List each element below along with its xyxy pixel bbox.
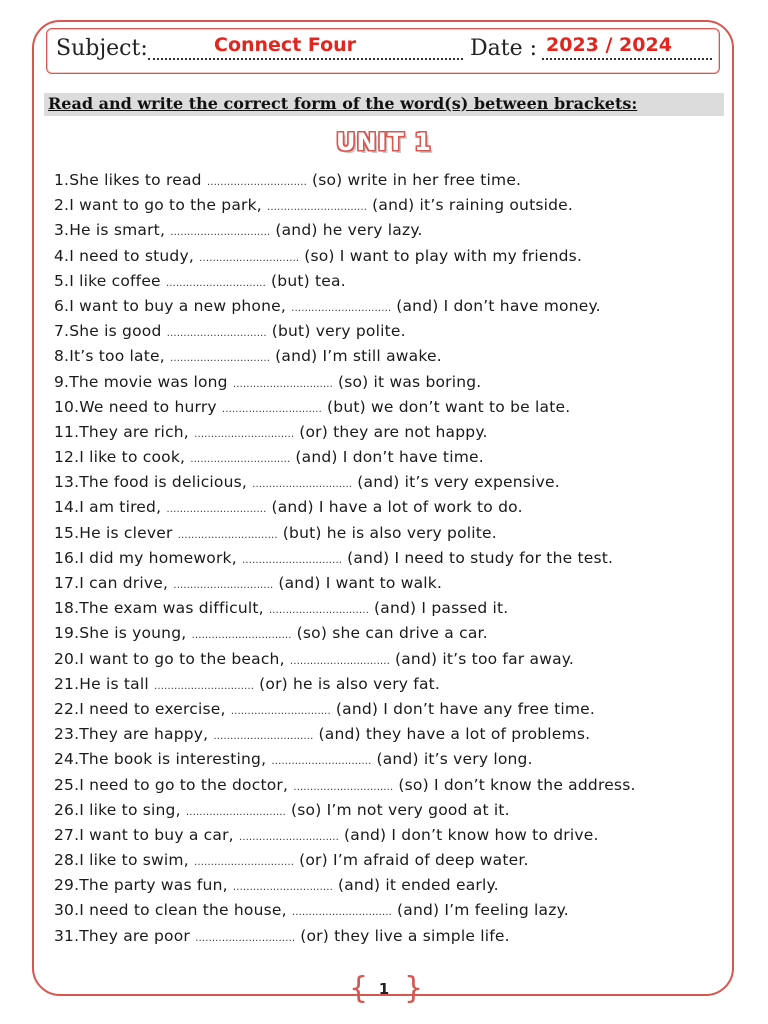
question-text-before: I need to clean the house, xyxy=(79,901,292,920)
question-item xyxy=(54,571,636,596)
right-brace-icon: } xyxy=(404,971,424,1006)
question-number: 30. xyxy=(54,901,80,920)
question-text-before: We need to hurry xyxy=(79,397,222,416)
question-number: 7. xyxy=(54,322,70,341)
question-text-before: The exam was difficult, xyxy=(79,599,269,618)
answer-blank[interactable]: ………………………… xyxy=(289,655,390,667)
answer-blank[interactable]: ………………………… xyxy=(241,554,342,566)
question-text-before: I like to swim, xyxy=(79,851,194,870)
question-item xyxy=(54,344,636,369)
question-text-before: The food is delicious, xyxy=(79,473,253,492)
answer-blank[interactable]: ………………………… xyxy=(271,756,372,768)
question-text-before: I want to buy a new phone, xyxy=(69,296,292,315)
question-text-before: She likes to read xyxy=(69,171,207,189)
answer-blank[interactable]: ………………………… xyxy=(195,932,296,944)
question-item xyxy=(54,773,636,798)
question-text-before: I did my homework, xyxy=(79,548,242,567)
question-item xyxy=(54,798,636,823)
question-text-after: (and) I don’t have money. xyxy=(391,296,601,315)
question-text-after: (so) it was boring. xyxy=(332,372,482,391)
question-text-before: I can drive, xyxy=(79,574,174,592)
question-text-before: I need to exercise, xyxy=(79,699,231,718)
date-value: 2023 / 2024 xyxy=(546,34,672,56)
answer-blank[interactable]: ………………………… xyxy=(221,403,322,415)
question-text-before: I need to study, xyxy=(69,246,200,265)
question-item xyxy=(54,218,636,243)
question-item xyxy=(54,370,636,395)
question-list xyxy=(54,168,636,949)
answer-blank[interactable]: ………………………… xyxy=(177,529,278,541)
question-number: 20. xyxy=(54,649,80,668)
question-item xyxy=(54,470,636,495)
question-text-before: He is clever xyxy=(79,523,178,542)
question-item xyxy=(54,924,636,949)
answer-blank[interactable]: ………………………… xyxy=(166,504,267,516)
question-number: 18. xyxy=(54,599,80,618)
question-item xyxy=(54,722,636,747)
question-number: 14. xyxy=(54,498,80,517)
question-text-after: (but) we don’t want to be late. xyxy=(321,397,571,416)
question-text-after: (and) it’s raining outside. xyxy=(367,196,574,215)
question-text-before: I need to go to the doctor, xyxy=(79,775,294,794)
question-text-before: She is good xyxy=(69,322,167,341)
question-number: 26. xyxy=(54,800,80,819)
question-item xyxy=(54,823,636,848)
question-number: 1. xyxy=(54,171,70,189)
question-number: 27. xyxy=(54,825,80,844)
question-item xyxy=(54,319,636,344)
question-text-after: (or) they are not happy. xyxy=(294,422,488,441)
question-text-after: (but) he is also very polite. xyxy=(277,523,497,542)
answer-blank[interactable]: ………………………… xyxy=(165,277,266,289)
question-item xyxy=(54,244,636,269)
answer-blank[interactable]: ………………………… xyxy=(170,353,271,365)
question-text-after: (so) I’m not very good at it. xyxy=(285,800,510,819)
question-item xyxy=(54,697,636,722)
question-item xyxy=(54,898,636,923)
question-item xyxy=(54,495,636,520)
answer-blank[interactable]: ………………………… xyxy=(191,630,292,642)
question-text-before: The book is interesting, xyxy=(79,750,272,769)
question-number: 31. xyxy=(54,926,80,945)
question-item xyxy=(54,395,636,420)
question-text-after: (and) he very lazy. xyxy=(270,221,423,240)
question-text-before: I want to go to the park, xyxy=(69,196,268,215)
question-number: 10. xyxy=(54,397,80,416)
question-text-before: It’s too late, xyxy=(69,347,171,366)
page-number: 1 xyxy=(378,980,390,998)
question-number: 22. xyxy=(54,699,80,718)
question-text-after: (and) I’m feeling lazy. xyxy=(391,901,569,920)
answer-blank[interactable]: ………………………… xyxy=(190,454,291,466)
question-number: 28. xyxy=(54,851,80,870)
instruction-text: Read and write the correct form of the word(s) between brackets: xyxy=(48,94,638,113)
question-text-after: (and) they have a lot of problems. xyxy=(313,725,591,744)
answer-blank[interactable]: ………………………… xyxy=(185,806,286,818)
question-number: 13. xyxy=(54,473,80,492)
question-number: 11. xyxy=(54,422,80,441)
answer-blank[interactable]: ………………………… xyxy=(199,252,300,264)
question-text-after: (but) tea. xyxy=(265,271,346,290)
question-text-before: I like to sing, xyxy=(79,800,186,819)
question-text-before: I want to buy a car, xyxy=(79,825,239,844)
question-text-after: (so) I don’t know the address. xyxy=(393,775,636,794)
question-text-before: The movie was long xyxy=(69,372,233,391)
question-number: 29. xyxy=(54,876,80,895)
question-number: 4. xyxy=(54,246,70,265)
question-text-after: (so) I want to play with my friends. xyxy=(299,246,583,265)
answer-blank[interactable]: ………………………… xyxy=(194,428,295,440)
answer-blank[interactable]: ………………………… xyxy=(232,378,333,390)
question-text-after: (and) I don’t have time. xyxy=(290,448,484,467)
answer-blank[interactable]: ………………………… xyxy=(293,781,394,793)
question-text-before: He is smart, xyxy=(69,221,171,240)
question-item xyxy=(54,747,636,772)
question-number: 16. xyxy=(54,548,80,567)
question-item xyxy=(54,848,636,873)
question-item xyxy=(54,873,636,898)
question-text-after: (and) I want to walk. xyxy=(273,574,443,592)
question-text-before: I am tired, xyxy=(79,498,167,517)
question-item xyxy=(54,269,636,294)
question-number: 8. xyxy=(54,347,70,366)
question-item xyxy=(54,546,636,571)
question-text-before: He is tall xyxy=(79,674,155,693)
question-text-before: They are poor xyxy=(79,926,196,945)
question-number: 24. xyxy=(54,750,80,769)
question-number: 17. xyxy=(54,574,80,592)
answer-blank[interactable]: ………………………… xyxy=(232,882,333,894)
question-number: 3. xyxy=(54,221,70,240)
question-item xyxy=(54,647,636,672)
answer-blank[interactable]: ………………………… xyxy=(173,580,274,591)
question-number: 25. xyxy=(54,775,80,794)
answer-blank[interactable]: ………………………… xyxy=(213,731,314,743)
answer-blank[interactable]: ………………………… xyxy=(268,605,369,617)
question-text-after: (and) I need to study for the test. xyxy=(341,548,614,567)
question-item xyxy=(54,621,636,646)
question-text-after: (or) he is also very fat. xyxy=(254,674,441,693)
question-number: 5. xyxy=(54,271,70,290)
question-text-after: (but) very polite. xyxy=(266,322,406,341)
answer-blank[interactable]: ………………………… xyxy=(238,831,339,843)
question-text-after: (or) they live a simple life. xyxy=(295,926,510,945)
question-text-before: They are rich, xyxy=(79,422,195,441)
question-text-after: (and) I have a lot of work to do. xyxy=(266,498,523,517)
date-label: Date : xyxy=(470,36,538,61)
question-number: 19. xyxy=(54,624,80,643)
question-text-before: I like to cook, xyxy=(79,448,191,467)
question-item xyxy=(54,521,636,546)
question-number: 23. xyxy=(54,725,80,744)
question-text-after: (and) it’s very expensive. xyxy=(352,473,560,492)
unit-title: UNIT 1 xyxy=(336,128,432,156)
question-text-before: I want to go to the beach, xyxy=(79,649,290,668)
question-item xyxy=(54,445,636,470)
answer-blank[interactable]: ………………………… xyxy=(291,907,392,919)
question-item xyxy=(54,596,636,621)
question-text-before: I like coffee xyxy=(69,271,166,290)
answer-blank[interactable]: ………………………… xyxy=(267,202,368,214)
question-item xyxy=(54,193,636,218)
question-text-before: She is young, xyxy=(79,624,192,643)
question-text-after: (and) I passed it. xyxy=(368,599,509,618)
question-number: 9. xyxy=(54,372,70,391)
question-number: 6. xyxy=(54,296,70,315)
answer-blank[interactable]: ………………………… xyxy=(170,227,271,239)
answer-blank[interactable]: ………………………… xyxy=(252,479,353,491)
question-item xyxy=(54,168,636,193)
answer-blank[interactable]: ………………………… xyxy=(291,302,392,314)
question-number: 15. xyxy=(54,523,80,542)
question-text-before: They are happy, xyxy=(79,725,214,744)
question-text-after: (and) it’s too far away. xyxy=(389,649,575,668)
question-text-after: (and) it ended early. xyxy=(332,876,499,895)
answer-blank[interactable]: ………………………… xyxy=(166,328,267,340)
question-text-after: (and) I don’t have any free time. xyxy=(330,699,596,718)
question-item xyxy=(54,294,636,319)
question-number: 21. xyxy=(54,674,80,693)
question-number: 12. xyxy=(54,448,80,467)
answer-blank[interactable]: ………………………… xyxy=(206,177,307,188)
answer-blank[interactable]: ………………………… xyxy=(230,705,331,717)
question-text-after: (and) I’m still awake. xyxy=(270,347,442,366)
left-brace-icon: { xyxy=(349,971,369,1006)
question-text-before: The party was fun, xyxy=(79,876,233,895)
question-item xyxy=(54,672,636,697)
question-item xyxy=(54,420,636,445)
question-text-after: (so) she can drive a car. xyxy=(291,624,488,643)
subject-value: Connect Four xyxy=(214,34,357,56)
answer-blank[interactable]: ………………………… xyxy=(193,857,294,869)
question-text-after: (or) I’m afraid of deep water. xyxy=(293,851,529,870)
question-text-after: (and) it’s very long. xyxy=(371,750,533,769)
question-text-after: (so) write in her free time. xyxy=(306,171,522,189)
question-number: 2. xyxy=(54,196,70,215)
subject-label: Subject: xyxy=(56,36,148,61)
question-text-after: (and) I don’t know how to drive. xyxy=(338,825,599,844)
answer-blank[interactable]: ………………………… xyxy=(154,680,255,692)
